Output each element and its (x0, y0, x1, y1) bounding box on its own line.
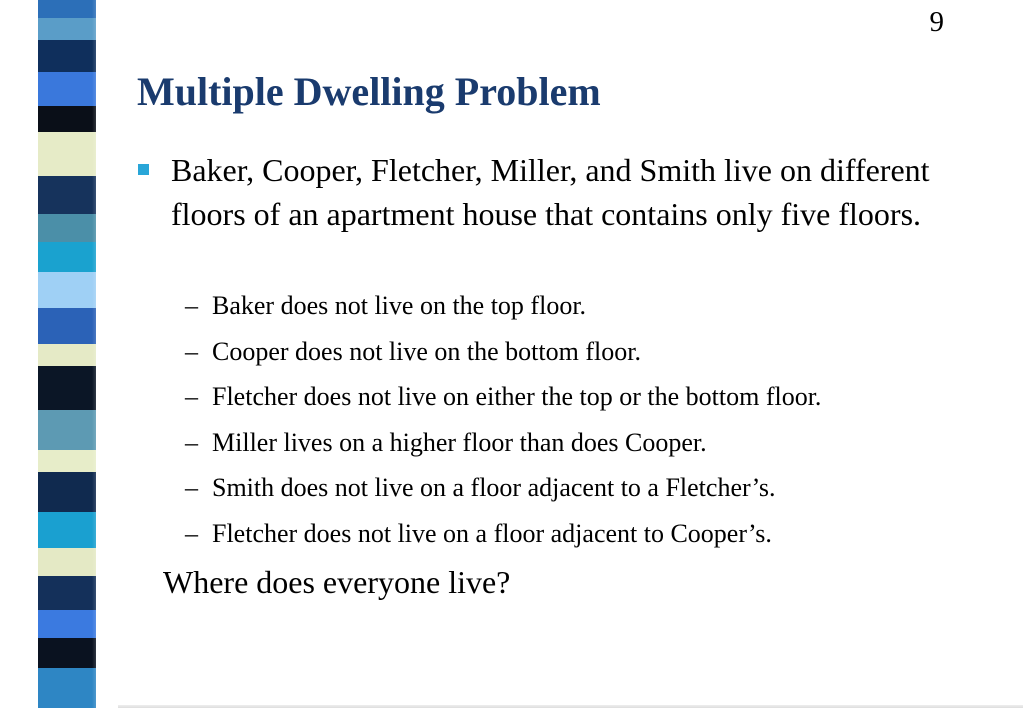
slide-title: Multiple Dwelling Problem (137, 69, 601, 114)
constraint-item (185, 469, 985, 515)
constraint-text: Fletcher does not live on either the top or the bottom floor. (212, 382, 822, 411)
dash-marker: – (185, 473, 198, 502)
slide-number: 9 (929, 6, 944, 38)
square-bullet-icon (138, 164, 149, 175)
question-text: Where does everyone live? (163, 564, 511, 600)
main-bullet-text: Baker, Cooper, Fletcher, Miller, and Smith live on different floors of an apartment house that contains only five floors. (171, 152, 930, 232)
constraint-list (185, 287, 985, 560)
dash-marker: – (185, 382, 198, 411)
constraint-item (185, 424, 985, 470)
dash-marker: – (185, 427, 198, 457)
constraint-item (185, 378, 985, 424)
constraint-text: Cooper does not live on the bottom floor. (212, 336, 641, 366)
constraint-item (185, 287, 985, 333)
dash-marker: – (185, 291, 198, 320)
constraint-text: Baker does not live on the top floor. (212, 291, 587, 320)
dash-marker: – (185, 336, 198, 366)
constraint-text: Miller lives on a higher floor than does Cooper. (212, 427, 707, 457)
constraint-item (185, 333, 985, 379)
constraint-text: Fletcher does not live on a floor adjacent to Cooper’s. (212, 518, 772, 548)
constraint-text: Smith does not live on a floor adjacent to a Fletcher’s. (212, 473, 776, 502)
constraint-item (185, 515, 985, 561)
decorative-stripe-band (0, 0, 118, 708)
dash-marker: – (185, 518, 198, 548)
